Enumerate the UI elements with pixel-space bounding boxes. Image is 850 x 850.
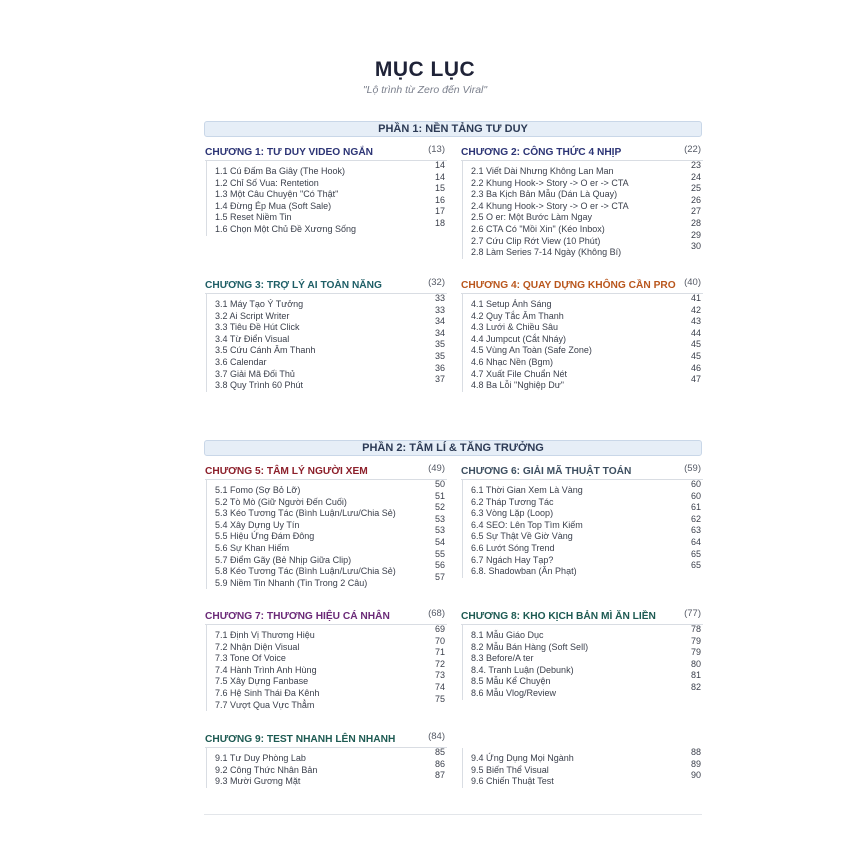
toc-entry-label: 4.3 Lưới & Chiều Sâu xyxy=(471,322,558,333)
toc-entry-page: 29 xyxy=(690,229,701,240)
toc-entry-label: 3.1 Máy Tạo Ý Tưởng xyxy=(215,299,304,309)
toc-entry-label: 4.4 Jumpcut (Cắt Nháy) xyxy=(471,333,567,344)
toc-entry-label: 6.6 Lướt Sóng Trend xyxy=(471,542,555,553)
chapter-heading[interactable] xyxy=(461,608,703,625)
toc-entry-page: 63 xyxy=(690,525,701,536)
toc-entry-label: 7.2 Nhận Diện Visual xyxy=(215,641,300,652)
toc-entry-page: 55 xyxy=(434,548,445,559)
toc-entry-label: 5.6 Sự Khan Hiếm xyxy=(215,542,290,553)
toc-entry-label: 2.3 Ba Kịch Bản Mẫu (Dán Là Quay) xyxy=(471,189,618,200)
toc-entry-label: 6.7 Ngách Hay Tạp? xyxy=(471,554,554,565)
footer-divider xyxy=(204,814,702,815)
toc-entry-label: 9.1 Tư Duy Phòng Lab xyxy=(215,753,306,763)
toc-entry[interactable] xyxy=(463,339,703,357)
toc-entry[interactable] xyxy=(463,374,703,392)
toc-entry-label: 7.4 Hành Trình Anh Hùng xyxy=(215,664,317,675)
toc-entry-label: 6.1 Thời Gian Xem Là Vàng xyxy=(471,485,583,495)
toc-entry[interactable] xyxy=(463,502,703,520)
part-1-banner: PHẦN 1: NỀN TẢNG TƯ DUY xyxy=(204,121,702,137)
toc-entry[interactable] xyxy=(463,548,703,567)
part-2-banner: PHẦN 2: TÂM LÍ & TĂNG TRƯỞNG xyxy=(204,440,702,456)
chapter-page: (32) xyxy=(428,277,445,288)
toc-entry[interactable] xyxy=(463,624,703,642)
toc-entry-label: 5.4 Xây Dựng Uy Tín xyxy=(215,519,300,530)
toc-entry-label: 5.1 Fomo (Sợ Bỏ Lỡ) xyxy=(215,485,301,495)
toc-entry[interactable] xyxy=(463,560,703,578)
toc-entry-label: 7.5 Xây Dựng Fanbase xyxy=(215,676,309,687)
toc-entry[interactable] xyxy=(463,525,703,543)
toc-entry[interactable] xyxy=(207,339,447,357)
toc-entry-page: 17 xyxy=(434,206,445,217)
toc-entry-page: 80 xyxy=(690,658,701,669)
toc-entry[interactable] xyxy=(207,525,447,543)
chapter-page: (49) xyxy=(428,463,445,474)
toc-entry[interactable] xyxy=(207,548,447,567)
chapter-title: CHƯƠNG 5: TÂM LÝ NGƯỜI XEM xyxy=(205,466,368,477)
chapter-title: CHƯƠNG 4: QUAY DỰNG KHÔNG CẦN PRO xyxy=(461,280,676,291)
page-subtitle: "Lộ trình từ Zero đến Viral" xyxy=(362,84,488,96)
toc-entry-page: 90 xyxy=(690,770,701,781)
toc-entry-page: 24 xyxy=(690,171,701,182)
toc-entry-page: 54 xyxy=(434,536,445,547)
toc-entry-page: 34 xyxy=(434,316,445,327)
toc-entry[interactable] xyxy=(463,362,703,381)
toc-entry-page: 57 xyxy=(434,571,445,582)
chapter-page: (40) xyxy=(684,277,701,288)
toc-entry-page: 15 xyxy=(434,183,445,194)
chapter-items xyxy=(206,294,447,392)
toc-entry-label: 7.3 Tone Of Voice xyxy=(215,653,286,664)
chapter-items xyxy=(462,161,703,259)
chapter-heading[interactable] xyxy=(205,144,447,161)
chapter-page: (68) xyxy=(428,608,445,619)
toc-entry-label: 7.7 Vượt Qua Vực Thẳm xyxy=(215,699,315,710)
toc-entry-label: 3.8 Quy Trình 60 Phút xyxy=(215,380,304,391)
toc-entry-page: 69 xyxy=(434,624,445,634)
toc-entry-page: 53 xyxy=(434,513,445,524)
toc-entry-label: 6.3 Vòng Lặp (Loop) xyxy=(471,508,554,519)
toc-entry[interactable] xyxy=(463,770,703,788)
toc-entry-label: 2.6 CTA Có "Mồi Xin" (Kéo Inbox) xyxy=(471,223,605,234)
toc-entry-page: 42 xyxy=(690,304,701,315)
toc-entry[interactable] xyxy=(207,747,447,765)
toc-entry[interactable] xyxy=(207,647,447,665)
toc-entry-page: 73 xyxy=(434,670,445,681)
chapter-2 xyxy=(461,144,703,259)
chapter-items xyxy=(462,294,703,392)
toc-entry-label: 5.3 Kéo Tương Tác (Bình Luận/Lưu/Chia Sẻ) xyxy=(215,508,396,519)
toc-entry-page: 70 xyxy=(434,635,445,646)
toc-entry-page: 35 xyxy=(434,339,445,350)
toc-entry-page: 60 xyxy=(690,490,701,501)
chapter-4 xyxy=(461,277,703,392)
toc-entry-label: 8.4. Tranh Luận (Debunk) xyxy=(471,664,574,675)
toc-entry-label: 6.8. Shadowban (Ăn Phạt) xyxy=(471,566,577,577)
toc-entry-label: 7.1 Định Vị Thương Hiệu xyxy=(215,630,315,640)
toc-entry-label: 1.1 Cú Đấm Ba Giây (The Hook) xyxy=(215,166,346,176)
toc-entry-page: 85 xyxy=(434,747,445,757)
toc-entry-page: 34 xyxy=(434,327,445,338)
chapter-items xyxy=(206,748,447,788)
toc-entry-label: 3.3 Tiêu Đề Hút Click xyxy=(215,322,300,333)
toc-entry-page: 36 xyxy=(434,362,445,373)
toc-entry-label: 1.6 Chọn Một Chủ Đề Xương Sống xyxy=(215,223,357,234)
toc-entry-page: 44 xyxy=(690,327,701,338)
toc-entry-page: 81 xyxy=(690,670,701,681)
toc-entry-page: 74 xyxy=(434,681,445,692)
toc-entry-page: 16 xyxy=(434,194,445,205)
toc-entry-page: 47 xyxy=(690,374,701,385)
toc-entry-page: 71 xyxy=(434,647,445,658)
toc-entry[interactable] xyxy=(207,362,447,381)
chapter-heading[interactable] xyxy=(205,731,447,748)
chapter-title: CHƯƠNG 9: TEST NHANH LÊN NHANH xyxy=(205,734,396,745)
toc-entry-page: 87 xyxy=(434,770,445,781)
toc-entry-page: 14 xyxy=(434,171,445,182)
toc-entry-label: 4.2 Quy Tắc Âm Thanh xyxy=(471,310,564,321)
toc-entry-page: 64 xyxy=(690,536,701,547)
toc-entry-page: 65 xyxy=(690,560,701,571)
toc-entry-page: 45 xyxy=(690,339,701,350)
toc-entry[interactable] xyxy=(207,293,447,311)
toc-entry[interactable] xyxy=(463,647,703,665)
chapter-heading[interactable] xyxy=(461,144,703,161)
toc-entry-label: 5.5 Hiệu Ứng Đám Đông xyxy=(215,531,315,542)
chapter-heading[interactable] xyxy=(205,463,447,480)
chapter-title: CHƯƠNG 1: TƯ DUY VIDEO NGẮN xyxy=(205,147,374,158)
toc-entry[interactable] xyxy=(207,479,447,497)
toc-entry[interactable] xyxy=(463,316,703,334)
toc-entry[interactable] xyxy=(207,560,447,578)
toc-entry-label: 2.8 Làm Series 7-14 Ngày (Không Bí) xyxy=(471,247,622,258)
chapter-heading[interactable] xyxy=(205,277,447,294)
toc-entry-label: 1.4 Đừng Ép Mua (Soft Sale) xyxy=(215,200,332,211)
chapter-5 xyxy=(205,463,447,589)
chapter-items xyxy=(462,480,703,578)
toc-entry[interactable] xyxy=(207,502,447,520)
toc-entry-page: 75 xyxy=(434,693,445,704)
toc-entry-label: 4.1 Setup Ánh Sáng xyxy=(471,299,552,309)
toc-entry-label: 5.7 Điểm Gãy (Bẻ Nhịp Giữa Clip) xyxy=(215,554,352,565)
toc-entry-label: 3.4 Từ Điển Visual xyxy=(215,333,290,344)
toc-entry[interactable] xyxy=(207,770,447,788)
toc-entry[interactable] xyxy=(463,670,703,688)
toc-entry-page: 60 xyxy=(690,479,701,489)
toc-entry-label: 3.6 Calendar xyxy=(215,356,267,367)
toc-entry-label: 5.8 Kéo Tương Tác (Bình Luận/Lưu/Chia Sẻ) xyxy=(215,566,396,577)
toc-entry[interactable] xyxy=(207,624,447,642)
toc-entry-page: 45 xyxy=(690,350,701,361)
toc-entry-page: 79 xyxy=(690,647,701,658)
chapter-page: (59) xyxy=(684,463,701,474)
toc-entry-label: 6.5 Sự Thật Về Giờ Vàng xyxy=(471,531,573,542)
toc-entry-page: 72 xyxy=(434,658,445,669)
toc-entry-page: 65 xyxy=(690,548,701,559)
chapter-heading[interactable] xyxy=(461,277,703,294)
chapter-page: (13) xyxy=(428,144,445,155)
chapter-7 xyxy=(205,608,447,711)
chapter-title: CHƯƠNG 6: GIẢI MÃ THUẬT TOÁN xyxy=(461,466,632,477)
toc-entry-label: 3.5 Cứu Cánh Âm Thanh xyxy=(215,345,316,356)
toc-entry-label: 9.6 Chiến Thuật Test xyxy=(471,776,554,787)
toc-entry[interactable] xyxy=(207,374,447,392)
toc-entry-page: 37 xyxy=(434,374,445,385)
toc-entry-page: 33 xyxy=(434,304,445,315)
toc-entry-label: 5.9 Niềm Tin Nhanh (Tin Trong 2 Câu) xyxy=(215,577,368,588)
toc-entry-label: 6.2 Tháp Tương Tác xyxy=(471,496,554,507)
chapter-title: CHƯƠNG 8: KHO KỊCH BẢN MÌ ĂN LIỀN xyxy=(461,611,656,622)
toc-entry-label: 1.5 Reset Niềm Tin xyxy=(215,212,292,223)
toc-entry[interactable] xyxy=(463,206,703,224)
toc-entry-page: 41 xyxy=(690,293,701,303)
toc-entry-label: 7.6 Hệ Sinh Thái Đa Kênh xyxy=(215,687,320,698)
toc-entry-label: 9.2 Công Thức Nhân Bản xyxy=(215,764,318,775)
toc-entry[interactable] xyxy=(463,479,703,497)
chapter-6 xyxy=(461,463,703,578)
toc-entry-page: 89 xyxy=(690,758,701,769)
toc-entry-label: 8.5 Mẫu Kể Chuyện xyxy=(471,676,551,687)
toc-entry-page: 33 xyxy=(434,293,445,303)
chapter-page: (84) xyxy=(428,731,445,742)
toc-entry-label: 9.4 Ứng Dụng Mọi Ngành xyxy=(471,753,574,763)
toc-entry[interactable] xyxy=(207,160,447,178)
chapter-title: CHƯƠNG 3: TRỢ LÝ AI TOÀN NĂNG xyxy=(205,280,382,291)
chapter-title: CHƯƠNG 7: THƯƠNG HIỆU CÁ NHÂN xyxy=(205,611,390,622)
toc-entry[interactable] xyxy=(463,241,703,259)
toc-entry-page: 62 xyxy=(690,513,701,524)
chapter-items xyxy=(462,625,703,700)
toc-entry-page: 46 xyxy=(690,362,701,373)
chapter-items xyxy=(206,625,447,711)
toc-entry-page: 50 xyxy=(434,479,445,489)
toc-entry-page: 52 xyxy=(434,502,445,513)
chapter-9-continued xyxy=(461,748,703,788)
chapter-8 xyxy=(461,608,703,700)
toc-entry-page: 30 xyxy=(690,241,701,252)
page-title: MỤC LỤC xyxy=(374,58,476,81)
toc-entry-label: 2.7 Cứu Clip Rớt View (10 Phút) xyxy=(471,235,601,246)
toc-entry-label: 2.5 O er: Một Bước Làm Ngay xyxy=(471,212,592,223)
toc-entry-label: 4.7 Xuất File Chuẩn Nét xyxy=(471,368,568,379)
chapter-heading[interactable] xyxy=(205,608,447,625)
toc-entry-page: 78 xyxy=(690,624,701,634)
toc-entry[interactable] xyxy=(463,747,703,765)
chapter-items xyxy=(206,161,447,236)
chapter-items xyxy=(206,480,447,589)
chapter-heading[interactable] xyxy=(461,463,703,480)
chapter-page: (77) xyxy=(684,608,701,619)
toc-entry-label: 4.8 Ba Lỗi "Nghiệp Dư" xyxy=(471,380,564,391)
toc-entry-label: 9.5 Biến Thể Visual xyxy=(471,764,549,775)
toc-entry-page: 25 xyxy=(690,183,701,194)
toc-entry-page: 27 xyxy=(690,206,701,217)
toc-entry[interactable] xyxy=(207,316,447,334)
toc-entry[interactable] xyxy=(207,670,447,688)
toc-entry-label: 8.1 Mẫu Giáo Dục xyxy=(471,630,544,640)
toc-entry-page: 26 xyxy=(690,194,701,205)
toc-entry-label: 1.3 Một Câu Chuyện "Có Thật" xyxy=(215,189,339,200)
toc-entry-label: 2.4 Khung Hook-> Story -> O er -> CTA xyxy=(471,200,629,211)
toc-entry-label: 2.1 Viết Dài Nhưng Không Lan Man xyxy=(471,166,614,176)
toc-entry-label: 1.2 Chỉ Số Vua: Rentetion xyxy=(215,177,319,188)
chapter-items xyxy=(462,748,703,788)
toc-entry-page: 43 xyxy=(690,316,701,327)
toc-entry-label: 2.2 Khung Hook-> Story -> O er -> CTA xyxy=(471,177,629,188)
toc-entry-label: 3.7 Giải Mã Đối Thủ xyxy=(215,368,295,379)
toc-entry-label: 8.3 Before/A ter xyxy=(471,653,534,664)
toc-entry-page: 51 xyxy=(434,490,445,501)
chapter-page: (22) xyxy=(684,144,701,155)
toc-entry-page: 88 xyxy=(690,747,701,757)
toc-entry-page: 61 xyxy=(690,502,701,513)
toc-entry-page: 23 xyxy=(690,160,701,170)
toc-entry-label: 8.2 Mẫu Bán Hàng (Soft Sell) xyxy=(471,641,589,652)
chapter-9 xyxy=(205,731,447,788)
toc-entry[interactable] xyxy=(463,293,703,311)
toc-entry-page: 14 xyxy=(434,160,445,170)
toc-entry-page: 28 xyxy=(690,217,701,228)
toc-entry-page: 79 xyxy=(690,635,701,646)
toc-entry-page: 35 xyxy=(434,350,445,361)
toc-entry-page: 53 xyxy=(434,525,445,536)
toc-entry-label: 9.3 Mười Gương Mặt xyxy=(215,776,301,787)
toc-entry[interactable] xyxy=(207,206,447,224)
toc-entry[interactable] xyxy=(463,160,703,178)
toc-entry-label: 4.6 Nhạc Nền (Bgm) xyxy=(471,356,554,367)
toc-entry[interactable] xyxy=(463,229,703,248)
toc-entry-label: 5.2 Tò Mò (Giữ Người Đến Cuối) xyxy=(215,496,347,507)
toc-entry-page: 82 xyxy=(690,681,701,692)
toc-entry[interactable] xyxy=(463,183,703,201)
toc-entry-label: 6.4 SEO: Lên Top Tìm Kiếm xyxy=(471,519,583,530)
toc-entry-page: 18 xyxy=(434,217,445,228)
toc-entry[interactable] xyxy=(207,183,447,201)
toc-entry-page: 56 xyxy=(434,560,445,571)
chapter-1 xyxy=(205,144,447,236)
chapter-title: CHƯƠNG 2: CÔNG THỨC 4 NHỊP xyxy=(461,147,622,158)
toc-entry-label: 4.5 Vùng An Toàn (Safe Zone) xyxy=(471,345,592,356)
toc-entry-label: 8.6 Mẫu Vlog/Review xyxy=(471,687,557,698)
toc-entry-page: 86 xyxy=(434,758,445,769)
toc-entry-label: 3.2 Ai Script Writer xyxy=(215,310,290,321)
chapter-3 xyxy=(205,277,447,392)
toc-entry[interactable] xyxy=(207,693,447,712)
